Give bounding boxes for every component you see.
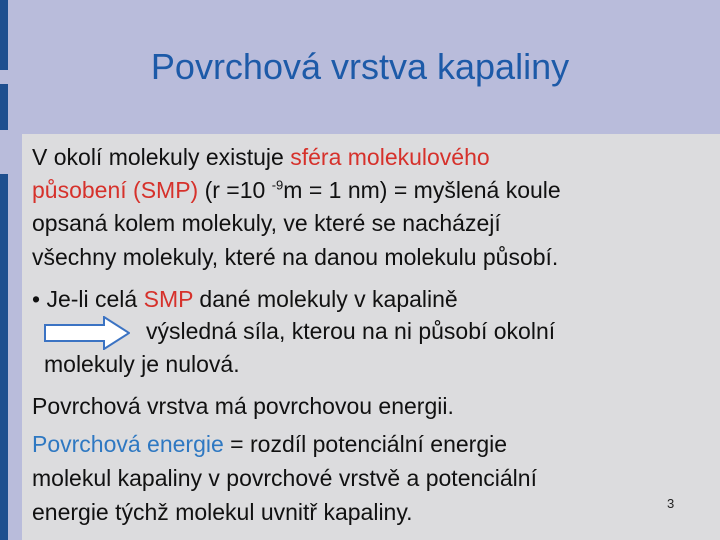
- text-line-10: molekul kapaliny v povrchové vrstvě a potenciální: [32, 465, 537, 491]
- text-line-9: Povrchová energie = rozdíl potenciální energie: [32, 431, 508, 457]
- page-number: 3: [667, 496, 675, 511]
- bullet: •: [32, 286, 41, 312]
- text-line-11: energie týchž molekul uvnitř kapaliny.: [32, 499, 413, 525]
- slide-title: Povrchová vrstva kapaliny: [150, 46, 570, 87]
- text-line-8: Povrchová vrstva má povrchovou energii.: [32, 393, 454, 419]
- left-stripe-3: [0, 174, 8, 540]
- right-arrow-icon: [44, 316, 130, 350]
- text-line-6: výsledná síla, kterou na ni působí okolní: [146, 318, 556, 344]
- text-line-2: působení (SMP) (r =10 $^{-9}$m = 1 nm) = myšlená koule: [32, 177, 561, 203]
- text-line-7: molekuly je nulová.: [44, 351, 240, 377]
- text-line-4: všechny molekuly, které na danou molekulu působí.: [32, 244, 559, 270]
- bullet-line-5: • Je-li celá SMP dané molekuly v kapalině: [32, 286, 458, 312]
- text-line-1: V okolí molekuly existuje sféra molekulového: [32, 144, 490, 170]
- text-line-3: opsaná kolem molekuly, ve které se nacházejí: [32, 210, 501, 236]
- left-stripe-2: [0, 84, 8, 130]
